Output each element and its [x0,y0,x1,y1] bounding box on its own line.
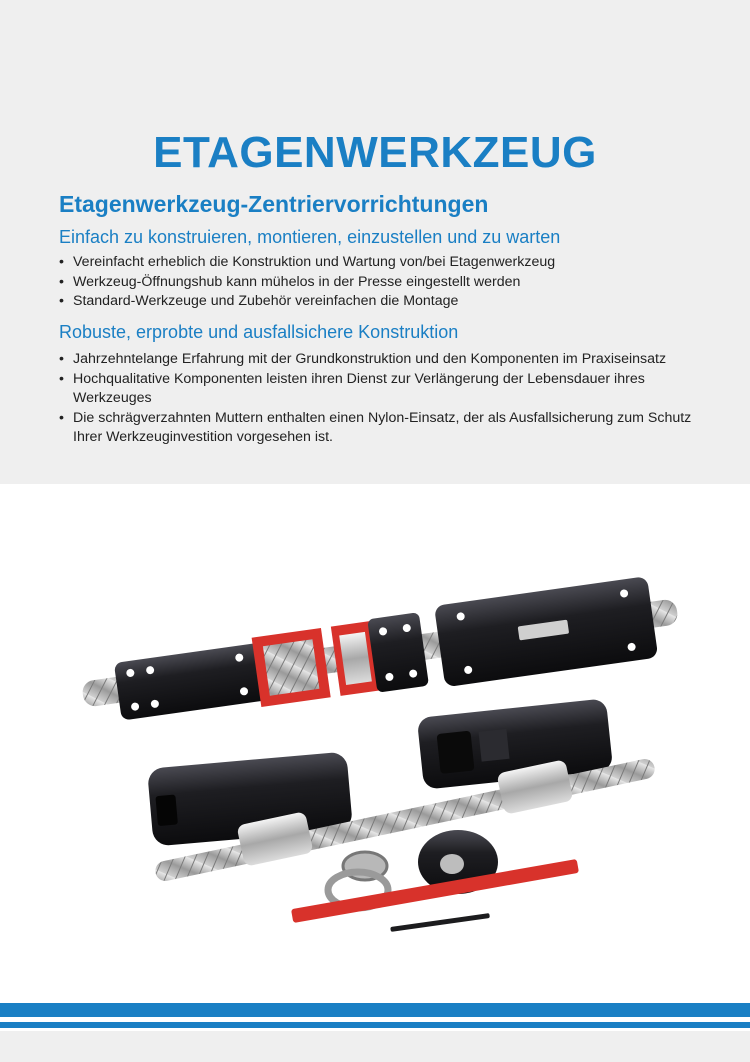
page-subtitle: Etagenwerkzeug-Zentriervorrichtungen [59,191,489,217]
section1-bullet-list [59,253,699,312]
footer-stripe-bottom [0,1022,750,1028]
list-item: • Vereinfacht erheblich die Konstruktion und Wartung von/bei Etagenwerkzeug [59,253,699,273]
page-title: ETAGENWERKZEUG [153,128,597,177]
list-item: • Werkzeug-Öffnungshub kann mühelos in der Presse eingestellt werden [59,273,699,293]
footer-band [0,1031,750,1062]
list-item: • Standard-Werkzeuge und Zubehör vereinfachen die Montage [59,292,699,312]
section1-heading: Einfach zu konstruieren, montieren, einzustellen und zu warten [59,227,561,247]
assembly-bottom [147,698,657,932]
section2-heading: Robuste, erprobte und ausfallsichere Konstruktion [59,322,459,342]
list-item: • Hochqualitative Komponenten leisten ihren Dienst zur Verlängerung der Lebensdauer ihres Werkzeuges [59,370,699,409]
section2-bullet-list [59,350,699,448]
list-item: • Jahrzehntelange Erfahrung mit der Grundkonstruktion und den Komponenten im Praxiseinsatz [59,350,699,370]
footer-stripe-top [0,1003,750,1017]
product-photo [60,548,680,958]
list-item: • Die schrägverzahnten Muttern enthalten einen Nylon-Einsatz, der als Ausfallsicherung zum Schutz Ihrer Werkzeuginvestition vorgesehen ist. [59,409,699,448]
